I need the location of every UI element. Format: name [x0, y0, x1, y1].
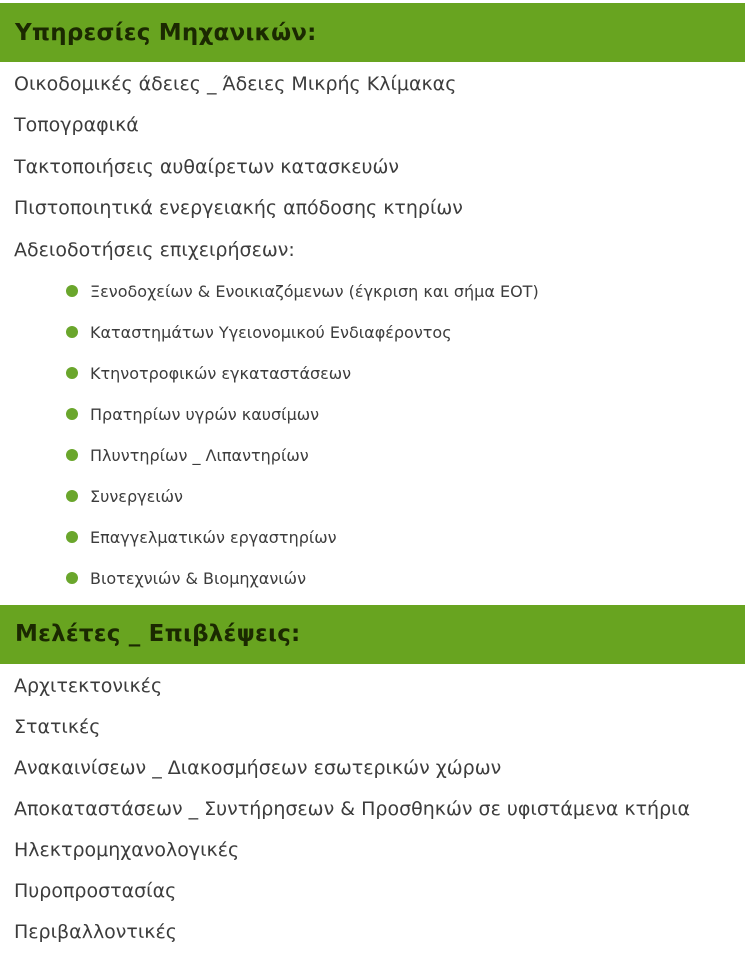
list-item-label: Ανακαινίσεων _ Διακοσμήσεων εσωτερικών χώρων — [14, 757, 502, 779]
bullet-item-label: Επαγγελματικών εργαστηρίων — [90, 527, 337, 547]
list-item-label: Στατικές — [14, 716, 101, 738]
list-item-label: Περιβαλλοντικές — [14, 921, 177, 943]
bullet-icon — [66, 408, 78, 420]
list-item-architectural — [0, 666, 745, 707]
list-item-topographic — [0, 105, 745, 147]
list-item-hotels — [0, 271, 745, 312]
bullet-item-label: Κτηνοτροφικών εγκαταστάσεων — [90, 363, 352, 383]
section-title-studies-supervisions: Μελέτες _ Επιβλέψεις: — [15, 621, 301, 647]
bullet-icon — [66, 285, 78, 297]
bullet-item-label: Καταστημάτων Υγειονομικού Ενδιαφέροντος — [90, 322, 452, 342]
list-item-illegal-constructions — [0, 146, 745, 188]
list-item-label: Αρχιτεκτονικές — [14, 675, 163, 697]
bullet-icon — [66, 572, 78, 584]
bullet-item-label: Βιοτεχνιών & Βιομηχανιών — [90, 568, 307, 588]
list-item-professional-workshops — [0, 517, 745, 558]
list-item-livestock-facilities — [0, 353, 745, 394]
bullet-item-label: Συνεργειών — [90, 486, 183, 506]
bullet-icon — [66, 326, 78, 338]
bullet-icon — [66, 449, 78, 461]
list-item-car-washes — [0, 435, 745, 476]
bullet-item-label: Ξενοδοχείων & Ενοικιαζόμενων (έγκριση και σήμα ΕΟΤ) — [90, 281, 539, 301]
section-header-engineering-services — [0, 3, 745, 62]
list-item-business-licensing — [0, 229, 745, 271]
list-item-structural — [0, 707, 745, 748]
list-item-label: Τακτοποιήσεις αυθαίρετων κατασκευών — [14, 155, 400, 178]
list-item-restorations — [0, 789, 745, 830]
list-item-label: Αποκαταστάσεων _ Συντήρησεων & Προσθηκών σε υφιστάμενα κτήρια — [14, 798, 691, 820]
list-item-label: Οικοδομικές άδειες _ Άδειες Μικρής Κλίμακας — [14, 72, 457, 95]
section-title-engineering-services: Υπηρεσίες Μηχανικών: — [15, 19, 317, 46]
list-item-label: Πυροπροστασίας — [14, 880, 177, 902]
list-item-garages — [0, 476, 745, 517]
bullet-item-label: Πρατηρίων υγρών καυσίμων — [90, 404, 320, 424]
list-item-environmental — [0, 912, 745, 953]
list-item-health-interest-shops — [0, 312, 745, 353]
list-item-renovations — [0, 748, 745, 789]
studies-supervisions-list — [0, 666, 745, 953]
services-page — [0, 3, 745, 963]
engineering-services-list — [0, 63, 745, 271]
list-item-fire-protection — [0, 871, 745, 912]
bullet-icon — [66, 490, 78, 502]
list-item-crafts-industries — [0, 558, 745, 599]
list-item-building-permits — [0, 63, 745, 105]
list-item-energy-certificates — [0, 188, 745, 230]
list-item-label: Αδειοδοτήσεις επιχειρήσεων: — [14, 238, 295, 261]
list-item-electromechanical — [0, 830, 745, 871]
list-item-label: Ηλεκτρομηχανολογικές — [14, 839, 240, 861]
bullet-item-label: Πλυντηρίων _ Λιπαντηρίων — [90, 445, 309, 465]
bullet-icon — [66, 367, 78, 379]
list-item-label: Πιστοποιητικά ενεργειακής απόδοσης κτηρίων — [14, 197, 463, 220]
list-item-fuel-stations — [0, 394, 745, 435]
section-header-studies-supervisions — [0, 605, 745, 664]
bullet-icon — [66, 531, 78, 543]
business-licensing-sublist — [0, 271, 745, 599]
list-item-label: Τοπογραφικά — [14, 114, 139, 137]
